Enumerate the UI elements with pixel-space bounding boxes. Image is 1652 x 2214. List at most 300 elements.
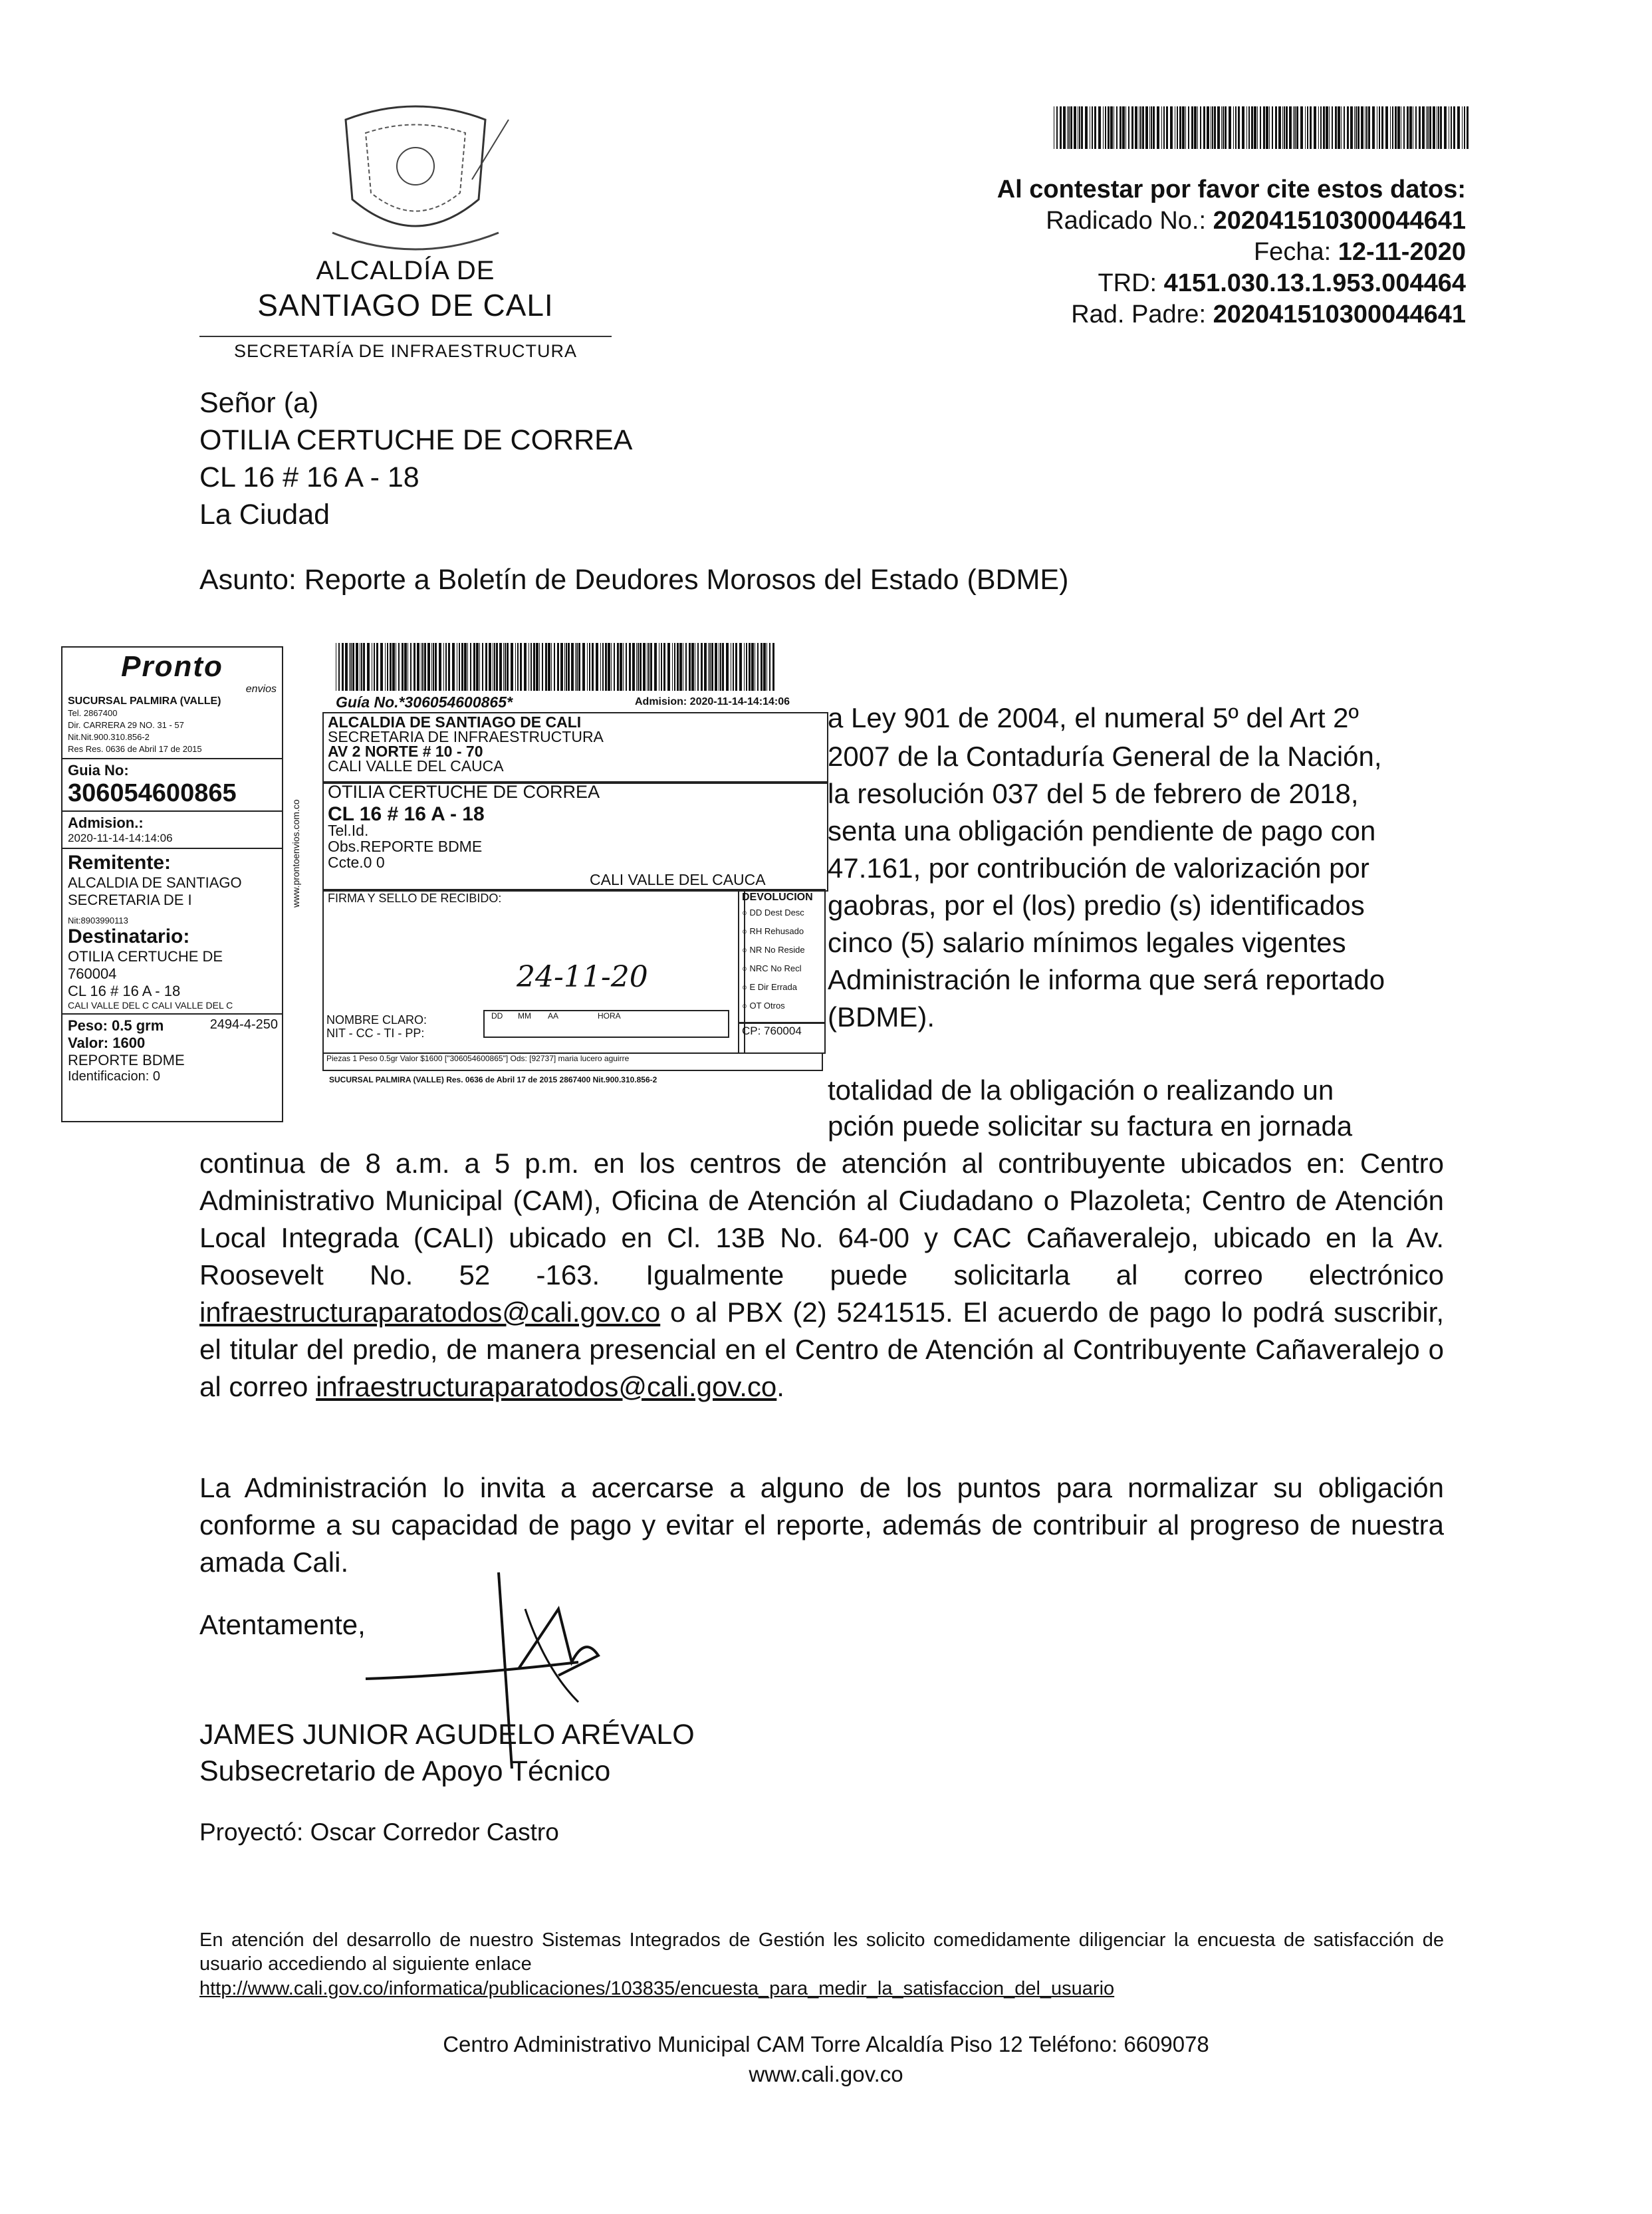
barcode-bar — [643, 643, 646, 691]
barcode-bar — [636, 643, 637, 691]
barcode-bar — [751, 643, 754, 691]
barcode-bar — [1105, 106, 1106, 149]
barcode-bar — [464, 643, 467, 691]
barcode-bar — [461, 643, 463, 691]
barcode-bar — [1390, 106, 1391, 149]
label-piezas: Piezas 1 Peso 0.5gr Valor $1600 ["306054600865"] Ods: [92737] maria lucero aguirre — [322, 1052, 823, 1071]
barcode-bar — [1120, 106, 1121, 149]
barcode-bar — [1177, 106, 1178, 149]
closing-paragraph: La Administración lo invita a acercarse a alguno de los puntos para normalizar su obligación conforme a su capacidad de pago y evitar el reporte, además de contribuir al progreso de nuestra amada Cali. — [199, 1472, 1444, 1578]
barcode-bar — [1060, 106, 1062, 149]
barcode-bar — [520, 643, 522, 691]
barcode-bar — [648, 643, 649, 691]
label-rcpt-5: Ccte.0 0 — [328, 854, 385, 871]
shipping-label-stub — [61, 646, 283, 1122]
barcode-bar — [1085, 106, 1088, 149]
stub-branch: SUCURSAL PALMIRA (VALLE) — [68, 695, 221, 707]
barcode-bar — [1248, 106, 1250, 149]
barcode-bar — [1323, 106, 1325, 149]
devolucion-option: ○ NRC No Recl — [742, 963, 802, 973]
label-mm: MM — [518, 1011, 531, 1021]
barcode-bar — [746, 643, 747, 691]
barcode-bar — [647, 643, 648, 691]
barcode-bar — [1278, 106, 1281, 149]
barcode-bar — [539, 643, 540, 691]
citation-block — [997, 174, 1466, 330]
barcode-bar — [1332, 106, 1333, 149]
barcode-bar — [1451, 106, 1452, 149]
stub-dest-4: CALI VALLE DEL C CALI VALLE DEL C — [68, 1000, 233, 1011]
body-fragment: Administración le informa que será reportado — [828, 964, 1385, 995]
barcode-bar — [640, 643, 642, 691]
barcode-bar — [1310, 106, 1312, 149]
barcode-bar — [1350, 106, 1353, 149]
barcode-bar — [1246, 106, 1247, 149]
label-sender-4: CALI VALLE DEL CAUCA — [328, 757, 504, 775]
barcode-bar — [439, 643, 441, 691]
stub-dir: Dir. CARRERA 29 NO. 31 - 57 — [68, 720, 184, 730]
barcode-bar — [1263, 106, 1265, 149]
barcode-bar — [726, 643, 729, 691]
barcode-bar — [1395, 106, 1397, 149]
barcode-bar — [1464, 106, 1465, 149]
barcode-bar — [1293, 106, 1294, 149]
trd-value: 4151.030.13.1.953.004464 — [1163, 269, 1466, 297]
barcode-bar — [654, 643, 657, 691]
barcode-bar — [638, 643, 639, 691]
barcode-bar — [1149, 106, 1150, 149]
barcode-bar — [402, 643, 404, 691]
barcode-bar — [587, 643, 588, 691]
barcode-bar — [1318, 106, 1319, 149]
barcode-bar — [1415, 106, 1417, 149]
barcode-bar — [551, 643, 552, 691]
barcode-bar — [1142, 106, 1144, 149]
barcode-bar — [338, 643, 340, 691]
barcode-bar — [1182, 106, 1185, 149]
barcode-bar — [1229, 106, 1231, 149]
barcode-bar — [1125, 106, 1126, 149]
barcode — [1054, 106, 1469, 149]
barcode-bar — [524, 643, 527, 691]
barcode-bar — [623, 643, 624, 691]
subject-line: Asunto: Reporte a Boletín de Deudores Morosos del Estado (BDME) — [199, 564, 1069, 596]
label-aa: AA — [548, 1011, 559, 1021]
barcode-bar — [722, 643, 724, 691]
barcode-bar — [1289, 106, 1292, 149]
side-web — [289, 708, 302, 1120]
recipient-address: CL 16 # 16 A - 18 — [199, 461, 419, 493]
barcode-bar — [685, 643, 687, 691]
footer-line-2: www.cali.gov.co — [749, 2062, 903, 2086]
barcode-bar — [1207, 106, 1209, 149]
body-paragraph — [199, 1145, 1444, 1406]
barcode-bar — [448, 643, 450, 691]
barcode-bar — [689, 643, 691, 691]
body-fragment: totalidad de la obligación o realizando un — [828, 1074, 1334, 1106]
devolucion-option: ○ E Dir Errada — [742, 982, 797, 992]
barcode-bar — [602, 643, 604, 691]
barcode-bar — [1427, 106, 1429, 149]
rad-padre-value: 202041510300044641 — [1213, 301, 1466, 328]
radicado-value: 202041510300044641 — [1213, 207, 1466, 235]
stub-peso: Peso: 0.5 grm — [68, 1017, 164, 1034]
barcode-bar — [1361, 106, 1363, 149]
barcode-bar — [1151, 106, 1152, 149]
stub-remitente-2: SECRETARIA DE I — [68, 892, 192, 908]
barcode-bar — [356, 643, 358, 691]
email-link[interactable]: infraestructuraparatodos@cali.gov.co — [199, 1296, 661, 1328]
barcode-bar — [1326, 106, 1328, 149]
recipient-block — [199, 384, 633, 533]
pronto-logo-sub: envios — [245, 683, 277, 695]
barcode-bar — [578, 643, 580, 691]
barcode-bar — [704, 643, 707, 691]
barcode-bar — [1338, 106, 1340, 149]
barcode-bar — [350, 643, 352, 691]
barcode-bar — [679, 643, 682, 691]
barcode-bar — [517, 643, 519, 691]
stub-tel: Tel. 2867400 — [68, 708, 118, 718]
barcode-bar — [1197, 106, 1198, 149]
barcode-bar — [413, 643, 415, 691]
barcode-bar — [342, 643, 344, 691]
stub-guia-no: 306054600865 — [68, 779, 237, 807]
devolucion-option: ○ OT Otros — [742, 1001, 785, 1011]
barcode-bar — [1170, 106, 1173, 149]
label-rcpt-6: CALI VALLE DEL CAUCA — [590, 871, 766, 888]
barcode-bar — [708, 643, 709, 691]
label-rcpt-1: OTILIA CERTUCHE DE CORREA — [328, 782, 600, 802]
barcode-bar — [1163, 106, 1165, 149]
barcode-bar — [575, 643, 576, 691]
barcode-bar — [554, 643, 555, 691]
barcode-bar — [1233, 106, 1234, 149]
footer-line-1: Centro Administrativo Municipal CAM Torre Alcaldía Piso 12 Teléfono: 6609078 — [443, 2032, 1209, 2056]
label-firma: FIRMA Y SELLO DE RECIBIDO: — [328, 892, 502, 905]
barcode-bar — [1103, 106, 1104, 149]
rad-padre-label: Rad. Padre: — [1071, 301, 1207, 328]
barcode-bar — [1300, 106, 1303, 149]
stub-remitente-nit: Nit:8903990113 — [68, 916, 128, 925]
barcode-bar — [533, 643, 535, 691]
label-cp: CP: 760004 — [738, 1022, 826, 1054]
barcode-bar — [1070, 106, 1072, 149]
barcode-bar — [650, 643, 652, 691]
barcode-bar — [1238, 106, 1240, 149]
barcode-bar — [1368, 106, 1370, 149]
barcode-bar — [470, 643, 471, 691]
stub-remitente-1: ALCALDIA DE SANTIAGO — [68, 874, 242, 891]
barcode-bar — [1203, 106, 1205, 149]
barcode-bar — [772, 643, 774, 691]
barcode-bar — [711, 643, 713, 691]
barcode-bar — [548, 643, 550, 691]
barcode-bar — [611, 643, 612, 691]
barcode-bar — [1433, 106, 1435, 149]
barcode-bar — [494, 643, 495, 691]
barcode-bar — [582, 643, 585, 691]
label-rcpt-2: CL 16 # 16 A - 18 — [328, 803, 485, 825]
barcode-bar — [1135, 106, 1137, 149]
stub-code: 2494-4-250 — [209, 1017, 278, 1032]
label-dd: DD — [491, 1011, 503, 1021]
barcode-bar — [545, 643, 547, 691]
barcode-bar — [1223, 106, 1224, 149]
barcode-bar — [735, 643, 737, 691]
barcode-bar — [445, 643, 447, 691]
barcode-bar — [1354, 106, 1355, 149]
body-fragment: 47.161, por contribución de valorización por — [828, 852, 1369, 884]
barcode-bar — [1419, 106, 1421, 149]
barcode-bar — [576, 643, 578, 691]
barcode-bar — [568, 643, 570, 691]
barcode-bar — [433, 643, 434, 691]
barcode-bar — [435, 643, 437, 691]
barcode-bar — [1217, 106, 1220, 149]
barcode-bar — [674, 643, 675, 691]
barcode-bar — [1372, 106, 1375, 149]
label-guia: Guía No.*306054600865* — [336, 693, 513, 711]
barcode-bar — [1157, 106, 1159, 149]
barcode-bar — [1422, 106, 1425, 149]
barcode-bar — [691, 643, 694, 691]
barcode-bar — [739, 643, 742, 691]
recipient-city: La Ciudad — [199, 499, 330, 531]
barcode-bar — [1266, 106, 1268, 149]
barcode-bar — [1251, 106, 1253, 149]
barcode-bar — [390, 643, 392, 691]
barcode-bar — [769, 643, 770, 691]
barcode-bar — [592, 643, 594, 691]
barcode-bar — [1063, 106, 1066, 149]
projected-by: Proyectó: Oscar Corredor Castro — [199, 1818, 559, 1846]
barcode-bar — [564, 643, 565, 691]
stub-dest-2: 760004 — [68, 965, 117, 982]
label-rcpt-4: Obs.REPORTE BDME — [328, 838, 483, 855]
barcode-bar — [417, 643, 419, 691]
body-fragment: (BDME). — [828, 1001, 935, 1033]
barcode-bar — [1166, 106, 1168, 149]
barcode-bar — [1145, 106, 1148, 149]
barcode-bar — [720, 643, 721, 691]
barcode-bar — [1185, 106, 1186, 149]
barcode-bar — [1122, 106, 1125, 149]
barcode-bar — [1356, 106, 1357, 149]
handwritten-date: 24-11-20 — [517, 960, 648, 994]
barcode-bar — [467, 643, 468, 691]
stub-remitente-label: Remitente: — [68, 852, 172, 874]
barcode-bar — [1128, 106, 1129, 149]
barcode-bar — [1467, 106, 1469, 149]
shipping-label-main — [289, 642, 824, 1126]
barcode-bar — [749, 643, 751, 691]
barcode-bar — [632, 643, 635, 691]
label-hora: HORA — [598, 1011, 621, 1021]
survey-link[interactable]: http://www.cali.gov.co/informatica/publicaciones/103835/encuesta_para_medir_la_satisfaccion_del_usuario — [199, 1978, 1115, 1999]
barcode-bar — [1074, 106, 1076, 149]
radicado-label: Radicado No.: — [1046, 207, 1207, 235]
barcode-bar — [733, 643, 734, 691]
barcode-bar — [1191, 106, 1193, 149]
barcode-bar — [1272, 106, 1273, 149]
barcode-bar — [367, 643, 370, 691]
pronto-logo: Pronto — [121, 650, 223, 683]
barcode-bar — [617, 643, 619, 691]
label-barcode — [336, 643, 774, 691]
barcode-bar — [757, 643, 759, 691]
barcode-bar — [427, 643, 430, 691]
barcode-bar — [1092, 106, 1093, 149]
barcode-bar — [1357, 106, 1359, 149]
signer-title: Subsecretario de Apoyo Técnico — [199, 1755, 611, 1787]
org-line-1: ALCALDÍA DE — [316, 256, 495, 285]
barcode-bar — [515, 643, 516, 691]
barcode-bar — [629, 643, 631, 691]
barcode-bar — [1366, 106, 1367, 149]
barcode-bar — [614, 643, 615, 691]
barcode-bar — [1397, 106, 1400, 149]
barcode-bar — [452, 643, 455, 691]
barcode-bar — [1385, 106, 1388, 149]
coat-of-arms-seal — [319, 100, 512, 256]
barcode-bar — [1320, 106, 1322, 149]
barcode-bar — [1200, 106, 1201, 149]
body-fragment: gaobras, por el (los) predio (s) identificados — [828, 890, 1365, 921]
barcode-bar — [507, 643, 509, 691]
barcode-bar — [1307, 106, 1308, 149]
salutation: Señor (a) — [199, 387, 319, 419]
stub-dest-3: CL 16 # 16 A - 18 — [68, 983, 181, 999]
barcode-bar — [479, 643, 480, 691]
barcode-bar — [431, 643, 432, 691]
label-sender-3: AV 2 NORTE # 10 - 70 — [328, 743, 483, 760]
barcode-bar — [1194, 106, 1197, 149]
greeting: Atentamente, — [199, 1609, 366, 1640]
barcode-bar — [352, 643, 354, 691]
barcode-bar — [511, 643, 513, 691]
barcode-bar — [349, 643, 350, 691]
stub-res: Res Res. 0636 de Abril 17 de 2015 — [68, 744, 202, 754]
devolucion-option: ○ NR No Reside — [742, 945, 805, 955]
barcode-bar — [345, 643, 348, 691]
barcode-bar — [697, 643, 699, 691]
barcode-bar — [1108, 106, 1110, 149]
barcode-bar — [1068, 106, 1070, 149]
barcode-bar — [560, 643, 563, 691]
barcode-bar — [763, 643, 766, 691]
stub-dest-1: OTILIA CERTUCHE DE — [68, 948, 223, 965]
barcode-bar — [473, 643, 475, 691]
barcode-bar — [1098, 106, 1101, 149]
body-fragment: senta una obligación pendiente de pago con — [828, 815, 1376, 846]
label-sender-1: ALCALDIA DE SANTIAGO DE CALI — [328, 713, 582, 731]
stub-valor: Valor: 1600 — [68, 1035, 146, 1051]
barcode-bar — [1260, 106, 1261, 149]
barcode-bar — [499, 643, 502, 691]
org-line-3: SECRETARÍA DE INFRAESTRUCTURA — [199, 336, 612, 362]
label-rcpt-3: Tel.Id. — [328, 822, 369, 839]
devolucion-option: ○ RH Rehusado — [742, 926, 804, 936]
barcode-bar — [1079, 106, 1080, 149]
body-text: o al PBX (2) 5241515. El acuerdo de pago lo podrá suscribir, el titular del predio, de manera presencial en el Centro de Atención al Contribuyente Cañaveralejo o al correo — [199, 1296, 1445, 1402]
barcode-bar — [496, 643, 498, 691]
barcode-bar — [626, 643, 627, 691]
barcode-bar — [476, 643, 479, 691]
barcode-bar — [443, 643, 444, 691]
barcode-bar — [505, 643, 506, 691]
barcode-bar — [1284, 106, 1285, 149]
barcode-bar — [677, 643, 679, 691]
body-fragment: 2007 de la Contaduría General de la Nación, — [828, 741, 1382, 772]
barcode-bar — [410, 643, 412, 691]
label-sender-2: SECRETARIA DE INFRAESTRUCTURA — [328, 728, 604, 745]
body-end: . — [776, 1371, 784, 1402]
barcode-bar — [1392, 106, 1393, 149]
barcode-bar — [589, 643, 590, 691]
barcode-bar — [1462, 106, 1463, 149]
survey-text: En atención del desarrollo de nuestro Sistemas Integrados de Gestión les solicito comedidamente diligenciar la encuesta de satisfacción de usuario accediendo al siguiente enlace — [199, 1929, 1444, 1975]
barcode-bar — [392, 643, 395, 691]
barcode-bar — [571, 643, 574, 691]
barcode-bar — [1242, 106, 1244, 149]
label-nit-line: NIT - CC - TI - PP: — [326, 1027, 425, 1040]
label-bottom: SUCURSAL PALMIRA (VALLE) Res. 0636 de Abril 17 de 2015 2867400 Nit.900.310.856-2 — [329, 1075, 657, 1084]
org-line-2: SANTIAGO DE CALI — [257, 288, 554, 322]
barcode-bar — [482, 643, 483, 691]
body-fragment: la resolución 037 del 5 de febrero de 2018, — [828, 778, 1359, 809]
barcode-bar — [489, 643, 491, 691]
stub-destinatario-label: Destinatario: — [68, 925, 190, 947]
stub-admision-label: Admision.: — [68, 814, 144, 831]
barcode-bar — [1329, 106, 1330, 149]
body-fragment: cinco (5) salario mínimos legales vigentes — [828, 927, 1346, 958]
barcode-bar — [503, 643, 504, 691]
barcode-bar — [701, 643, 703, 691]
barcode-bar — [1235, 106, 1237, 149]
barcode-bar — [672, 643, 673, 691]
barcode-bar — [398, 643, 400, 691]
label-nombre: NOMBRE CLARO: — [326, 1013, 427, 1027]
barcode-bar — [1221, 106, 1222, 149]
barcode-bar — [1161, 106, 1162, 149]
label-admision: Admision: 2020-11-14-14:14:06 — [635, 696, 790, 707]
barcode-bar — [387, 643, 388, 691]
barcode-bar — [1314, 106, 1316, 149]
barcode-bar — [363, 643, 365, 691]
barcode-bar — [1116, 106, 1118, 149]
stub-reporte: REPORTE BDME — [68, 1052, 185, 1068]
barcode-bar — [1341, 106, 1342, 149]
barcode-bar — [1379, 106, 1380, 149]
recipient-name: OTILIA CERTUCHE DE CORREA — [199, 424, 633, 456]
barcode-bar — [1296, 106, 1298, 149]
fecha-label: Fecha: — [1253, 238, 1332, 266]
barcode-bar — [380, 643, 383, 691]
label-devolucion: DEVOLUCION — [742, 892, 813, 903]
barcode-bar — [557, 643, 559, 691]
barcode-bar — [1140, 106, 1141, 149]
email-link[interactable]: infraestructuraparatodos@cali.gov.co — [316, 1371, 777, 1402]
barcode-bar — [1094, 106, 1096, 149]
barcode-bar — [1286, 106, 1288, 149]
barcode-bar — [761, 643, 763, 691]
barcode-bar — [661, 643, 662, 691]
body-fragment: a Ley 901 de 2004, el numeral 5º del Art 2º — [828, 702, 1359, 733]
barcode-bar — [1347, 106, 1349, 149]
barcode-bar — [459, 643, 460, 691]
side-web-text: www.prontoenvios.com.co — [291, 799, 301, 908]
